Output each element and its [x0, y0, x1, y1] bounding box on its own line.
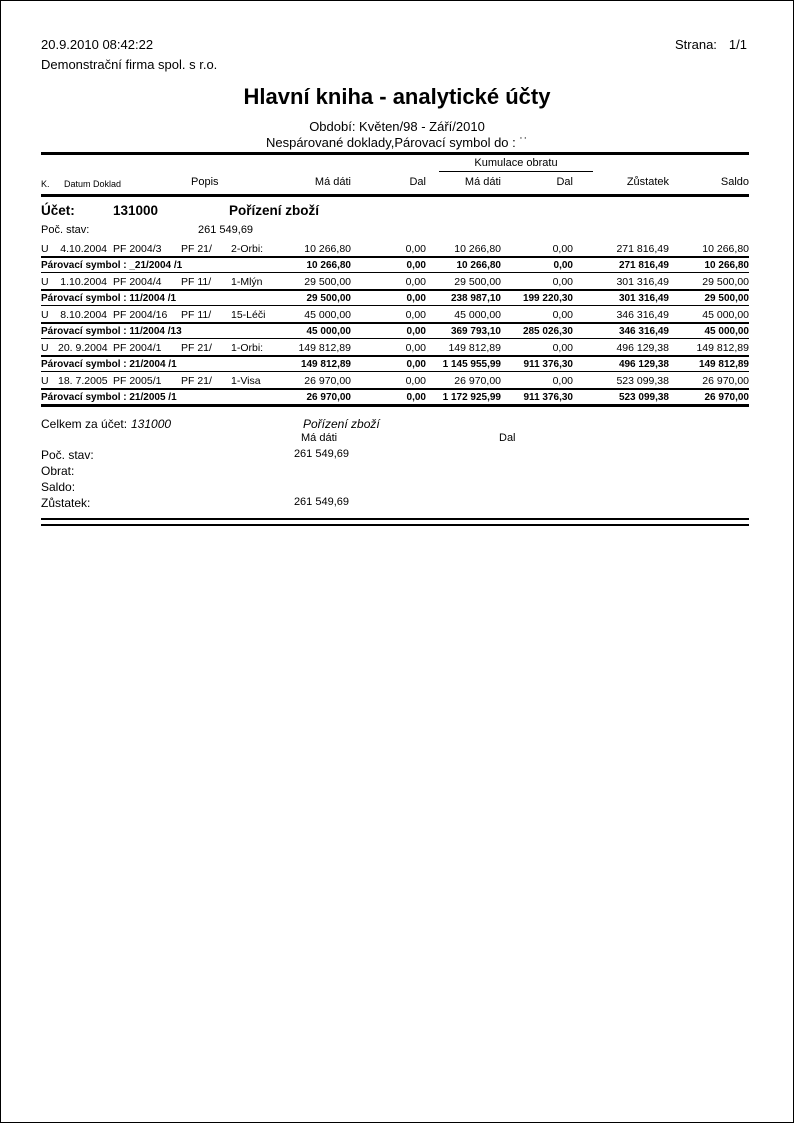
cell-popis-2: 1-Mlýn	[231, 276, 263, 288]
pairing-symbol-row	[41, 357, 749, 372]
cell-popis-1: PF 21/	[181, 342, 212, 354]
cell-zustatek: 301 316,49	[616, 276, 669, 288]
ledger-entry-row	[41, 372, 749, 390]
cell-dal: 0,00	[406, 293, 426, 304]
cell-ma-dati: 149 812,89	[300, 359, 351, 370]
cell-kum-ma-dati: 10 266,80	[454, 243, 501, 255]
cell-kum-ma-dati: 149 812,89	[448, 342, 501, 354]
cell-popis-1: PF 21/	[181, 375, 212, 387]
cell-kum-ma-dati: 29 500,00	[454, 276, 501, 288]
cell-ma-dati: 10 266,80	[304, 243, 351, 255]
report-filter: Nespárované doklady,Párovací symbol do : ˙˙	[265, 135, 529, 150]
cell-dal: 0,00	[405, 375, 426, 387]
cell-ma-dati: 45 000,00	[306, 326, 351, 337]
pairing-symbol-row	[41, 291, 749, 306]
cell-ma-dati: 29 500,00	[306, 293, 351, 304]
cell-popis-2: 1-Orbi:	[231, 342, 264, 354]
opening-balance-value: 261 549,69	[198, 224, 254, 236]
summary-account-number: 131000	[131, 417, 172, 431]
cell-saldo: 26 970,00	[704, 392, 749, 403]
cell-zustatek: 271 816,49	[616, 243, 669, 255]
col-header-kum-dal: Dal	[556, 176, 573, 188]
col-header-zustatek: Zůstatek	[626, 176, 669, 188]
cell-doklad: PF 2004/3	[113, 243, 162, 255]
summary-row-label: Poč. stav:	[41, 448, 94, 462]
pairing-symbol-row	[41, 258, 749, 273]
col-header-popis: Popis	[191, 176, 219, 188]
column-header-row	[41, 176, 749, 189]
cell-ma-dati: 45 000,00	[304, 309, 351, 321]
cell-ma-dati: 10 266,80	[306, 260, 351, 271]
cell-k: U	[41, 342, 49, 354]
rule-summary-bottom	[41, 518, 749, 526]
cell-kum-ma-dati: 45 000,00	[454, 309, 501, 321]
cell-popis-1: PF 21/	[181, 243, 212, 255]
pairing-symbol-row	[41, 390, 749, 407]
cell-doklad: PF 2004/16	[113, 309, 168, 321]
cell-zustatek: 346 316,49	[618, 326, 669, 337]
cell-saldo: 10 266,80	[704, 260, 749, 271]
cell-kum-ma-dati: 1 145 955,99	[442, 359, 501, 370]
summary-total-label: Celkem za účet:	[41, 417, 128, 431]
cell-kum-dal: 911 376,30	[523, 392, 573, 403]
cell-doklad: PF 2005/1	[113, 375, 162, 387]
pairing-symbol-label: Párovací symbol : 21/2004 /1	[41, 359, 177, 370]
col-header-dal: Dal	[409, 176, 426, 188]
ledger-entry-row	[41, 240, 749, 258]
cell-dal: 0,00	[406, 392, 426, 403]
cell-saldo: 26 970,00	[702, 375, 749, 387]
cell-zustatek: 496 129,38	[616, 342, 669, 354]
ledger-entry-row	[41, 273, 749, 291]
cell-k: U	[41, 309, 49, 321]
summary-row-label: Zůstatek:	[41, 496, 91, 510]
cell-saldo: 29 500,00	[704, 293, 749, 304]
cell-ma-dati: 26 970,00	[306, 392, 351, 403]
ledger-entry-row	[41, 339, 749, 357]
summary-row-value: 261 549,69	[293, 496, 349, 508]
summary-row-value: 261 549,69	[293, 448, 349, 460]
summary-col-ma-dati: Má dáti	[301, 432, 338, 444]
cell-kum-dal: 0,00	[552, 243, 573, 255]
cell-zustatek: 346 316,49	[616, 309, 669, 321]
report-title: Hlavní kniha - analytické účty	[243, 84, 551, 109]
cell-kum-dal: 0,00	[552, 342, 573, 354]
rule-header-bottom	[41, 194, 749, 197]
col-header-datum-doklad: Datum Doklad	[64, 179, 122, 189]
cell-dal: 0,00	[405, 243, 426, 255]
cell-kum-dal: 0,00	[553, 260, 573, 271]
cell-dal: 0,00	[405, 276, 426, 288]
col-header-kum-ma-dati: Má dáti	[464, 176, 501, 188]
page-number: 1/1	[728, 37, 747, 52]
cell-dal: 0,00	[405, 309, 426, 321]
page-label: Strana:	[675, 37, 717, 52]
opening-balance-row	[41, 224, 254, 236]
cell-kum-dal: 0,00	[552, 276, 573, 288]
print-timestamp: 20.9.2010 08:42:22	[41, 37, 154, 52]
cell-k: U	[41, 276, 49, 288]
summary-col-dal: Dal	[499, 432, 516, 444]
cell-dal: 0,00	[406, 260, 426, 271]
cell-kum-ma-dati: 238 987,10	[450, 293, 501, 304]
cell-datum: 8.10.2004	[60, 309, 107, 321]
pairing-symbol-label: Párovací symbol : 21/2005 /1	[41, 392, 177, 403]
rule-top	[41, 152, 749, 155]
cell-popis-2: 2-Orbi:	[231, 243, 264, 255]
cell-datum: 4.10.2004	[60, 243, 107, 255]
col-header-ma-dati: Má dáti	[314, 176, 351, 188]
cell-ma-dati: 26 970,00	[304, 375, 351, 387]
cell-saldo: 45 000,00	[702, 309, 749, 321]
cell-zustatek: 301 316,49	[618, 293, 669, 304]
ledger-entry-row	[41, 306, 749, 324]
cell-kum-ma-dati: 369 793,10	[450, 326, 501, 337]
col-header-saldo: Saldo	[720, 176, 749, 188]
pairing-symbol-label: Párovací symbol : 11/2004 /1	[41, 293, 177, 304]
cell-ma-dati: 149 812,89	[298, 342, 351, 354]
cell-kum-dal: 911 376,30	[523, 359, 573, 370]
kumulace-obratu-header: Kumulace obratu	[439, 157, 593, 172]
cell-saldo: 10 266,80	[702, 243, 749, 255]
cell-dal: 0,00	[405, 342, 426, 354]
pairing-symbol-label: Párovací symbol : 11/2004 /13	[41, 326, 182, 337]
cell-kum-ma-dati: 26 970,00	[454, 375, 501, 387]
company-name: Demonstrační firma spol. s r.o.	[41, 57, 218, 72]
pairing-symbol-row	[41, 324, 749, 339]
cell-saldo: 29 500,00	[702, 276, 749, 288]
cell-zustatek: 523 099,38	[616, 375, 669, 387]
account-header	[41, 203, 320, 218]
cell-zustatek: 523 099,38	[618, 392, 669, 403]
cell-kum-dal: 0,00	[552, 375, 573, 387]
cell-kum-dal: 285 026,30	[522, 326, 573, 337]
summary-row-label: Obrat:	[41, 464, 75, 478]
cell-dal: 0,00	[406, 359, 426, 370]
pairing-symbol-label: Párovací symbol : _21/2004 /1	[41, 260, 183, 271]
cell-kum-ma-dati: 10 266,80	[456, 260, 501, 271]
cell-k: U	[41, 243, 49, 255]
cell-datum: 20. 9.2004	[58, 342, 108, 354]
cell-popis-2: 1-Visa	[231, 375, 261, 387]
cell-zustatek: 496 129,38	[618, 359, 669, 370]
cell-saldo: 149 812,89	[696, 342, 749, 354]
cell-datum: 1.10.2004	[60, 276, 107, 288]
cell-kum-ma-dati: 1 172 925,99	[442, 392, 501, 403]
cell-popis-1: PF 11/	[181, 309, 212, 321]
ledger-table	[41, 240, 749, 407]
cell-saldo: 149 812,89	[698, 359, 749, 370]
cell-ma-dati: 29 500,00	[304, 276, 351, 288]
summary-row-label: Saldo:	[41, 480, 76, 494]
cell-datum: 18. 7.2005	[58, 375, 108, 387]
cell-k: U	[41, 375, 49, 387]
cell-kum-dal: 0,00	[552, 309, 573, 321]
cell-saldo: 45 000,00	[704, 326, 749, 337]
cell-dal: 0,00	[406, 326, 426, 337]
cell-doklad: PF 2004/1	[113, 342, 162, 354]
cell-doklad: PF 2004/4	[113, 276, 162, 288]
cell-popis-1: PF 11/	[181, 276, 212, 288]
cell-kum-dal: 199 220,30	[522, 293, 573, 304]
account-name: Pořízení zboží	[229, 203, 320, 218]
report-period: Období: Květen/98 - Září/2010	[309, 119, 485, 134]
account-number: 131000	[113, 203, 159, 218]
account-label: Účet:	[41, 203, 75, 218]
summary-account-name: Pořízení zboží	[303, 417, 380, 431]
cell-popis-2: 15-Léči	[231, 309, 266, 321]
opening-balance-label: Poč. stav:	[41, 224, 90, 236]
col-header-k: K.	[41, 179, 50, 189]
cell-zustatek: 271 816,49	[618, 260, 669, 271]
page-indicator	[675, 37, 747, 52]
